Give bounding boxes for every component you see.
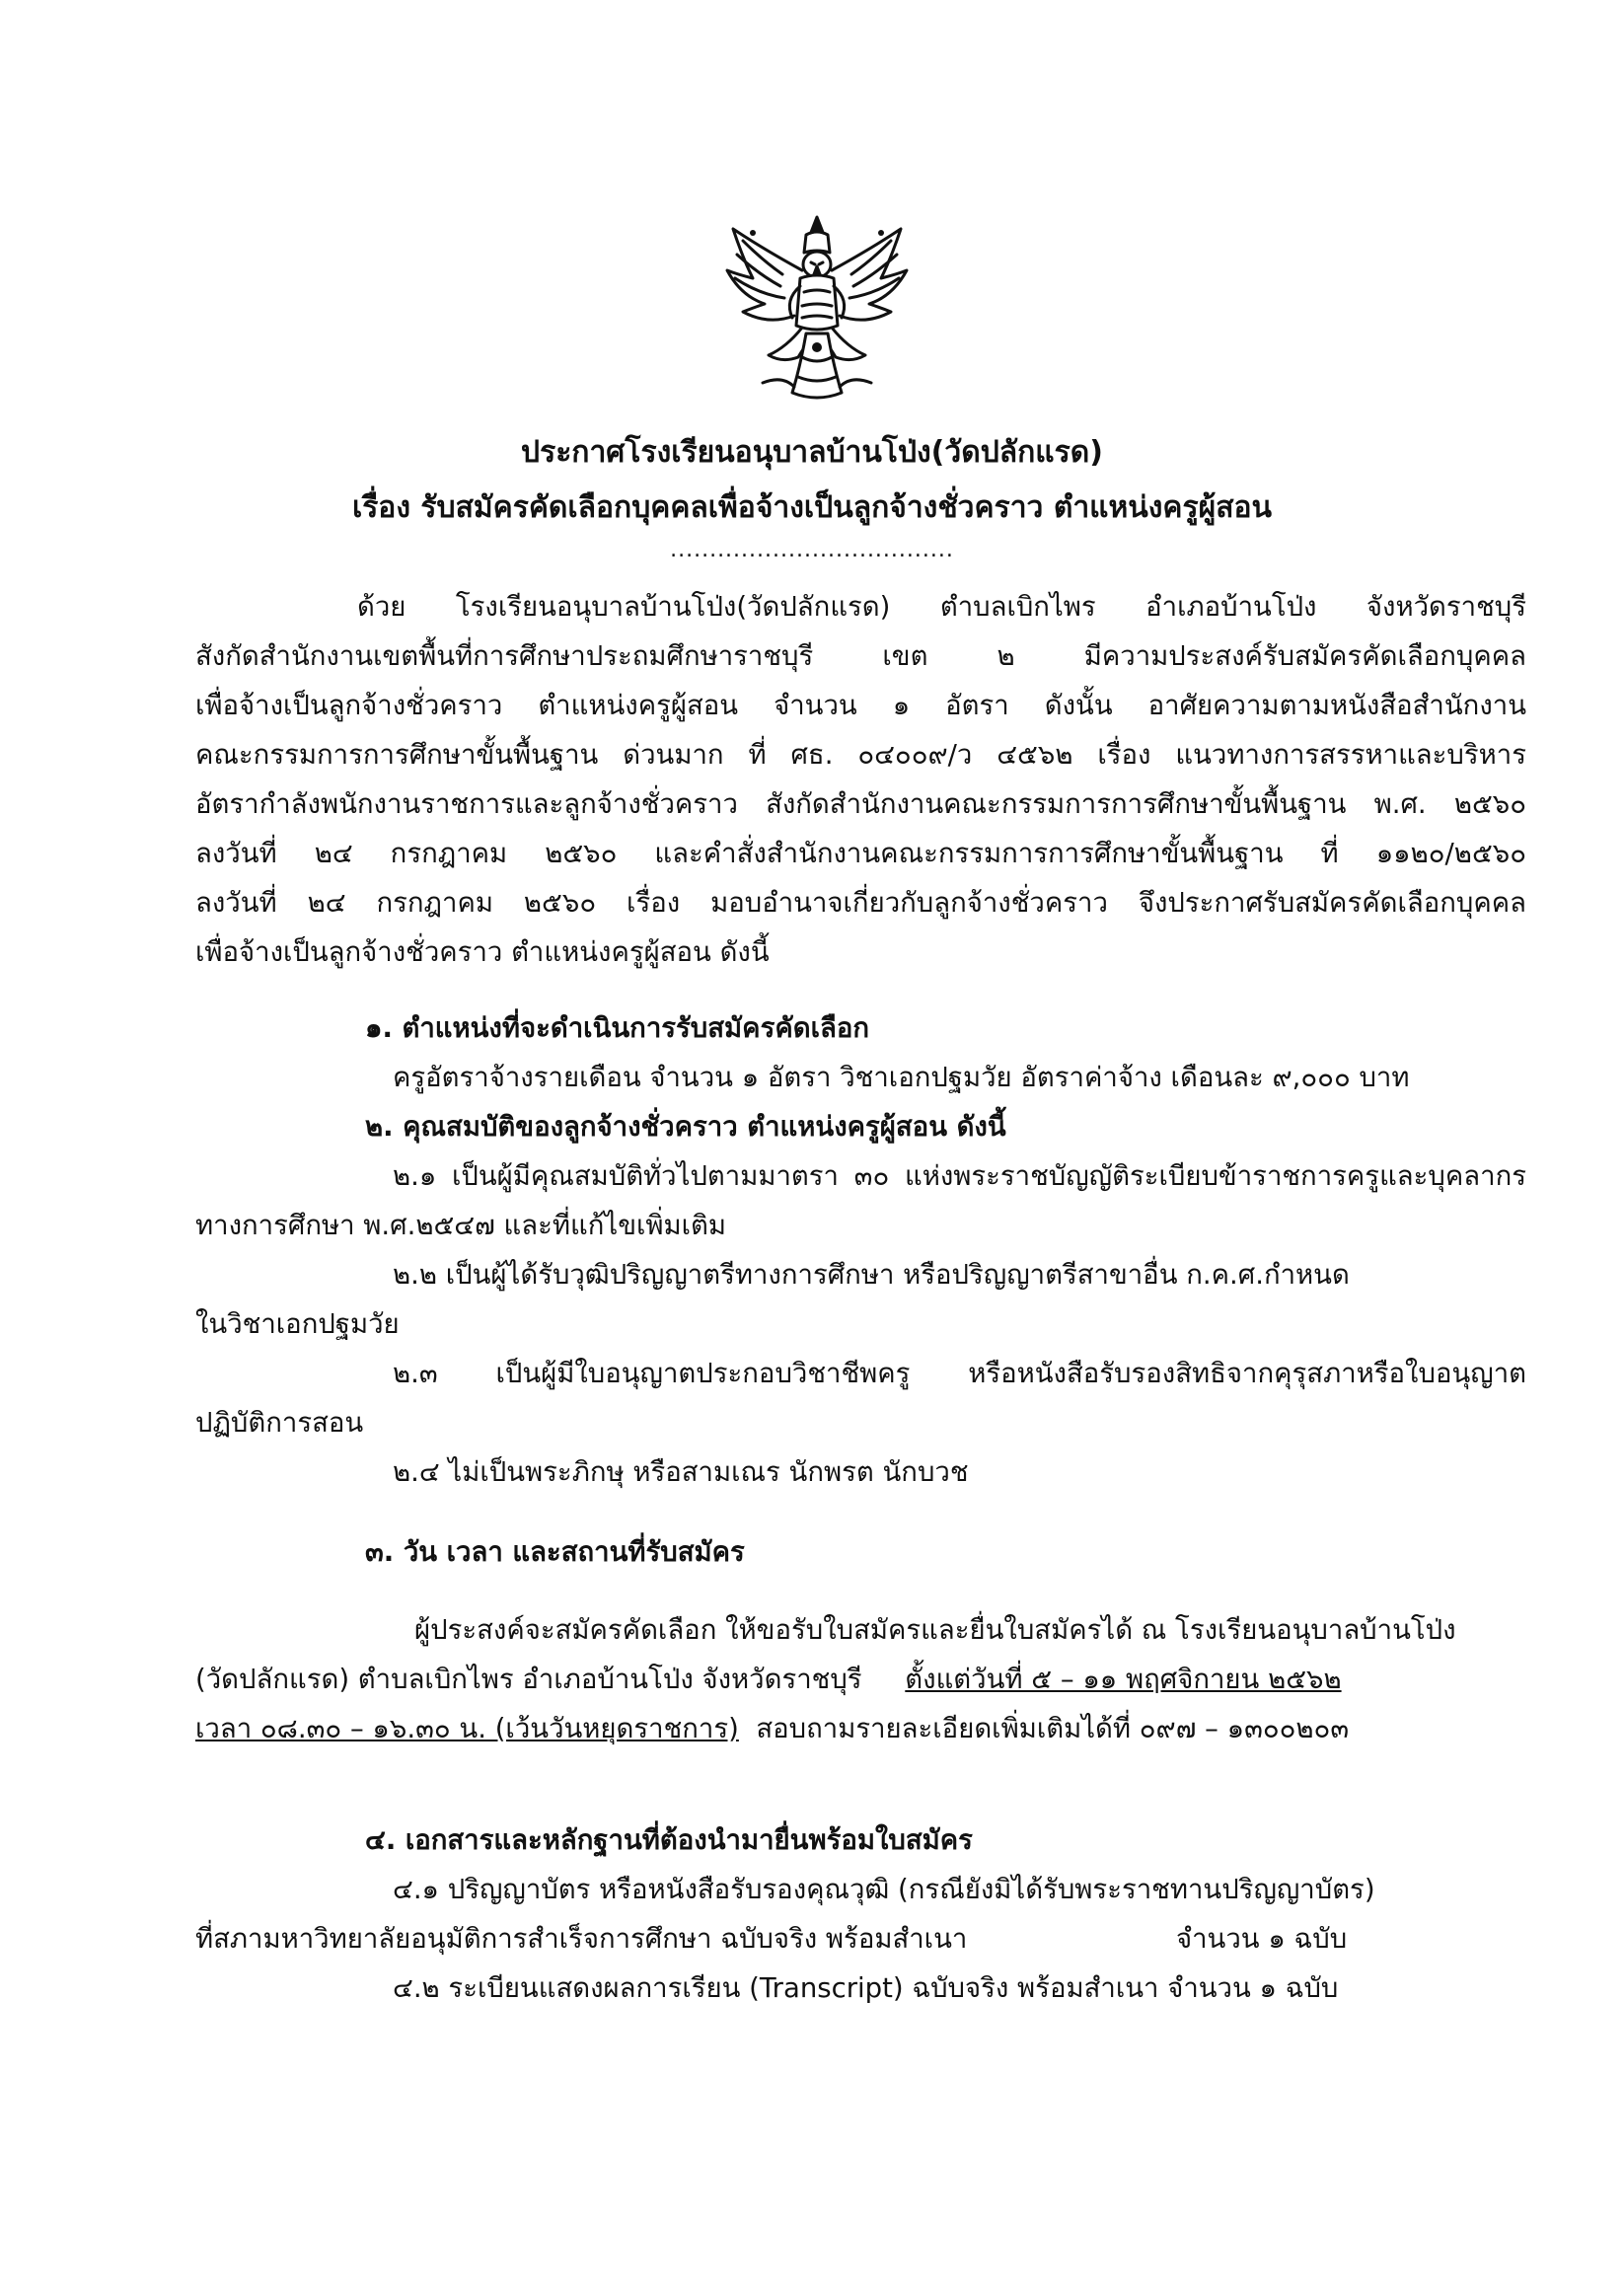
section-3-location: (วัดปลักแรด) ตำบลเบิกไพร อำเภอบ้านโป่ง จังหวัดราชบุรี bbox=[195, 1664, 862, 1695]
intro-line-2: สังกัดสำนักงานเขตพื้นที่การศึกษาประถมศึกษาราชบุรี เขต ๒ มีความประสงค์รับสมัครคัดเลือกบุคคล bbox=[195, 640, 1526, 672]
qualification-2-2-cont: ในวิชาเอกปฐมวัย bbox=[195, 1308, 400, 1340]
section-4-heading: ๔. เอกสารและหลักฐานที่ต้องนำมายื่นพร้อมใบสมัคร bbox=[365, 1824, 973, 1856]
intro-line-7: ลงวันที่ ๒๔ กรกฎาคม ๒๕๖๐ เรื่อง มอบอำนาจเกี่ยวกับลูกจ้างชั่วคราว จึงประกาศรับสมัครคัดเลือกบุคคล bbox=[195, 887, 1526, 919]
intro-line-3: เพื่อจ้างเป็นลูกจ้างชั่วคราว ตำแหน่งครูผู้สอน จำนวน ๑ อัตรา ดังนั้น อาศัยความตามหนังสือสำนักงาน bbox=[195, 690, 1526, 721]
divider-dots: .................................... bbox=[670, 538, 954, 562]
section-3-line-2 bbox=[195, 1660, 1342, 1699]
document-4-1-cont: ที่สภามหาวิทยาลัยอนุมัติการสำเร็จการศึกษา ฉบับจริง พร้อมสำเนา bbox=[195, 1923, 968, 1955]
section-1-detail: ครูอัตราจ้างรายเดือน จำนวน ๑ อัตรา วิชาเอกปฐมวัย อัตราค่าจ้าง เดือนละ ๙,๐๐๐ บาท bbox=[393, 1062, 1410, 1093]
qualification-2-1: ๒.๑ เป็นผู้มีคุณสมบัติทั่วไปตามมาตรา ๓๐ แห่งพระราชบัญญัติระเบียบข้าราชการครูและบุคลากร bbox=[393, 1160, 1526, 1192]
document-4-1: ๔.๑ ปริญญาบัตร หรือหนังสือรับรองคุณวุฒิ (กรณียังมิได้รับพระราชทานปริญญาบัตร) bbox=[393, 1874, 1375, 1905]
document-4-2: ๔.๒ ระเบียนแสดงผลการเรียน (Transcript) ฉบับจริง พร้อมสำเนา จำนวน ๑ ฉบับ bbox=[393, 1972, 1339, 2004]
qualification-2-2: ๒.๒ เป็นผู้ได้รับวุฒิปริญญาตรีทางการศึกษา หรือปริญญาตรีสาขาอื่น ก.ค.ศ.กำหนด bbox=[393, 1259, 1350, 1291]
qualification-2-3-cont: ปฏิบัติการสอน bbox=[195, 1407, 364, 1439]
section-3-contact: สอบถามรายละเอียดเพิ่มเติมได้ที่ ๐๙๗ – ๑๓๐๐๒๐๓ bbox=[756, 1713, 1350, 1744]
section-1-heading: ๑. ตำแหน่งที่จะดำเนินการรับสมัครคัดเลือก bbox=[365, 1012, 870, 1044]
announcement-title: ประกาศโรงเรียนอนุบาลบ้านโป่ง(วัดปลักแรด) bbox=[521, 435, 1103, 470]
garuda-emblem-icon bbox=[723, 209, 911, 407]
announcement-subject: เรื่อง รับสมัครคัดเลือกบุคคลเพื่อจ้างเป็นลูกจ้างชั่วคราว ตำแหน่งครูผู้สอน bbox=[351, 490, 1273, 525]
section-3-line-1: ผู้ประสงค์จะสมัครคัดเลือก ให้ขอรับใบสมัครและยื่นใบสมัครได้ ณ โรงเรียนอนุบาลบ้านโป่ง bbox=[414, 1614, 1456, 1646]
intro-line-6: ลงวันที่ ๒๔ กรกฎาคม ๒๕๖๐ และคำสั่งสำนักงานคณะกรรมการการศึกษาขั้นพื้นฐาน ที่ ๑๑๒๐/๒๕๖๐ bbox=[195, 838, 1526, 869]
intro-line-1: ด้วย โรงเรียนอนุบาลบ้านโป่ง(วัดปลักแรด) ตำบลเบิกไพร อำเภอบ้านโป่ง จังหวัดราชบุรี bbox=[357, 591, 1526, 623]
intro-line-8: เพื่อจ้างเป็นลูกจ้างชั่วคราว ตำแหน่งครูผู้สอน ดังนี้ bbox=[195, 936, 770, 968]
intro-line-5: อัตรากำลังพนักงานราชการและลูกจ้างชั่วคราว สังกัดสำนักงานคณะกรรมการการศึกษาขั้นพื้นฐาน พ.ศ. ๒๕๖๐ bbox=[195, 788, 1526, 820]
section-3-dates: ตั้งแต่วันที่ ๕ – ๑๑ พฤศจิกายน ๒๕๖๒ bbox=[905, 1664, 1342, 1695]
qualification-2-4: ๒.๔ ไม่เป็นพระภิกษุ หรือสามเณร นักพรต นักบวช bbox=[393, 1456, 969, 1488]
section-3-heading: ๓. วัน เวลา และสถานที่รับสมัคร bbox=[365, 1536, 745, 1568]
qualification-2-1-cont: ทางการศึกษา พ.ศ.๒๕๔๗ และที่แก้ไขเพิ่มเติม bbox=[195, 1210, 727, 1241]
qualification-2-3: ๒.๓ เป็นผู้มีใบอนุญาตประกอบวิชาชีพครู หรือหนังสือรับรองสิทธิจากคุรุสภาหรือใบอนุญาต bbox=[393, 1358, 1526, 1389]
section-3-line-3 bbox=[195, 1709, 1349, 1748]
section-2-heading: ๒. คุณสมบัติของลูกจ้างชั่วคราว ตำแหน่งครูผู้สอน ดังนี้ bbox=[365, 1111, 1006, 1143]
intro-line-4: คณะกรรมการการศึกษาขั้นพื้นฐาน ด่วนมาก ที่ ศธ. ๐๔๐๐๙/ว ๔๕๖๒ เรื่อง แนวทางการสรรหาและบริหาร bbox=[195, 739, 1526, 771]
document-4-1-quantity: จำนวน ๑ ฉบับ bbox=[1176, 1923, 1348, 1955]
section-3-hours: เวลา ๐๘.๓๐ – ๑๖.๓๐ น. (เว้นวันหยุดราชการ) bbox=[195, 1713, 739, 1744]
